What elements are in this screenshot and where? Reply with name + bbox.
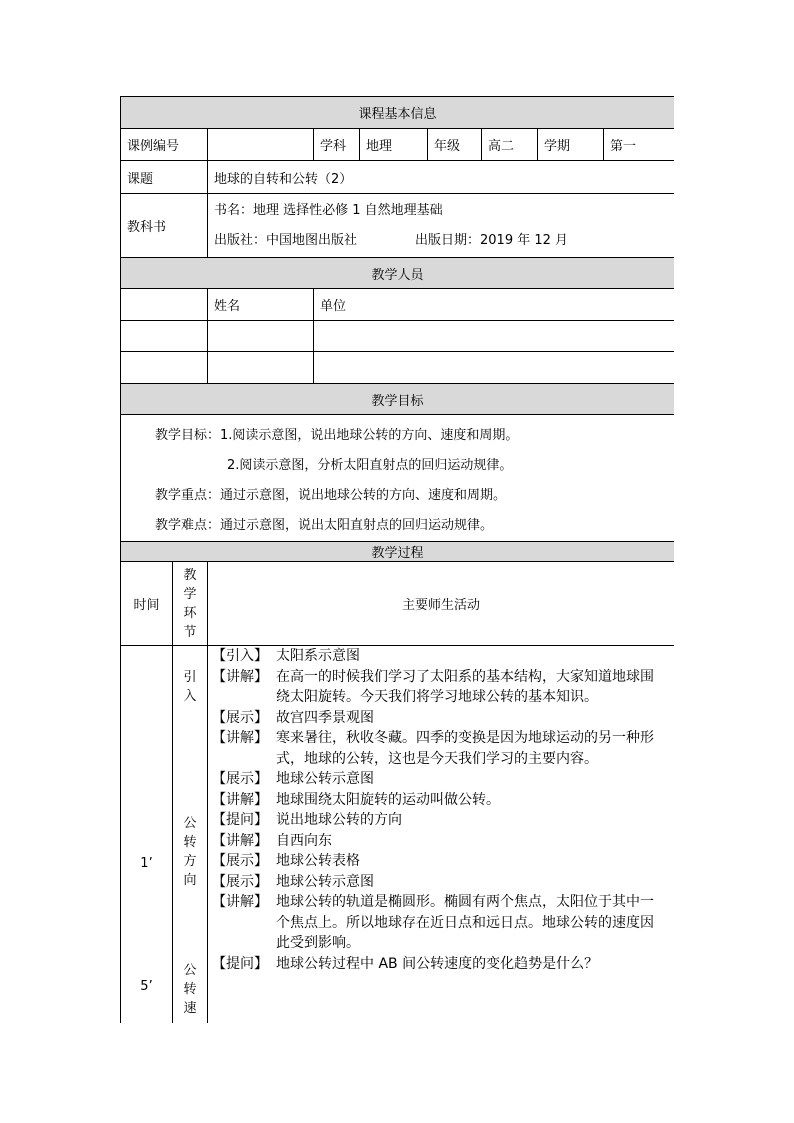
segment-header-char: 环: [183, 605, 197, 621]
activity-item: [208, 790, 674, 811]
activity-tag: 【讲解】: [212, 832, 268, 849]
lesson-plan-sheet: [120, 96, 674, 1023]
activity-item: [208, 831, 674, 852]
activity-tag: 【展示】: [212, 853, 268, 869]
activity-text: 自西向东: [276, 832, 332, 849]
staff-row-2-name: [208, 352, 314, 384]
staff-unit-header: 单位: [314, 289, 675, 321]
staff-row-1-name: [208, 321, 314, 352]
staff-name-header: 姓名: [208, 289, 314, 321]
difficulty: 教学难点：通过示意图，说出太阳直射点的回归运动规律。: [155, 518, 494, 533]
topic-label: 课题: [121, 161, 208, 194]
segment-char: 方: [183, 854, 197, 869]
activity-text: 太阳系示意图: [276, 648, 360, 664]
activity-tag: 【讲解】: [212, 668, 268, 685]
grade-value: 高二: [482, 129, 538, 161]
section-goals-title: 教学目标: [121, 384, 675, 415]
activity-text: 寒来暑往，秋收冬藏。四季的变换是因为地球运动的另一种形式，地球的公转，这也是今天我们学习的主要内容。: [276, 730, 654, 767]
activity-tag: 【讲解】: [212, 894, 268, 910]
segment-header-char: 节: [183, 624, 197, 640]
goals-body: [121, 415, 675, 542]
activity-tag: 【引入】: [212, 648, 268, 664]
segment-column: [173, 646, 208, 1024]
time-1: 1’: [140, 856, 153, 871]
segment-char: 速: [183, 1001, 197, 1016]
case-no-value: [208, 129, 314, 161]
activity-tag: 【展示】: [212, 709, 268, 726]
activity-text: 在高一的时候我们学习了太阳系的基本结构，大家知道地球围绕太阳旋转。今天我们将学习地球公转的基本知识。: [276, 668, 654, 705]
section-basic-title: 课程基本信息: [121, 97, 675, 129]
activity-tag: 【展示】: [212, 771, 268, 787]
activity-item: [208, 954, 674, 975]
term-label: 学期: [538, 129, 604, 161]
activity-item: [208, 646, 674, 667]
activity-item: [208, 892, 674, 954]
goal-1: 教学目标：1.阅读示意图，说出地球公转的方向、速度和周期。: [155, 428, 519, 443]
segment-direction: [173, 814, 207, 890]
activity-header: 主要师生活动: [208, 562, 675, 646]
activity-item: [208, 851, 674, 872]
segment-char: 向: [183, 873, 197, 888]
activity-item: [208, 872, 674, 893]
segment-header-char: 学: [183, 586, 197, 602]
subject-label: 学科: [314, 129, 360, 161]
segment-char: 转: [183, 835, 197, 850]
key-point: 教学重点：通过示意图，说出地球公转的方向、速度和周期。: [155, 488, 507, 503]
section-process-title: 教学过程: [121, 542, 675, 562]
staff-row-2-role: [121, 352, 208, 384]
time-2: 5’: [140, 979, 153, 994]
publisher: 出版社：中国地图出版社: [214, 232, 358, 248]
activity-item: [208, 667, 674, 708]
time-header: 时间: [121, 562, 173, 646]
activity-text: 地球公转的轨道是椭圆形。椭圆有两个焦点，太阳位于其中一个焦点上。所以地球存在近日点和远日点。地球公转的速度因此受到影响。: [276, 894, 654, 951]
publisher-line: [214, 226, 668, 256]
textbook-label: 教科书: [121, 194, 208, 258]
activity-item: [208, 769, 674, 790]
staff-row-2-unit: [314, 352, 675, 384]
topic-value: 地球的自转和公转（2）: [208, 161, 675, 194]
segment-header-char: 教: [183, 567, 197, 583]
activity-text: 地球公转示意图: [276, 771, 374, 787]
time-column: [121, 646, 173, 1024]
staff-row-1-role: [121, 321, 208, 352]
staff-row-1-unit: [314, 321, 675, 352]
grade-label: 年级: [428, 129, 482, 161]
activity-text: 地球公转表格: [276, 853, 360, 869]
activity-tag: 【讲解】: [212, 730, 268, 746]
segment-header: [173, 562, 208, 646]
activity-text: 地球公转示意图: [276, 873, 374, 890]
activity-item: [208, 708, 674, 729]
lesson-plan-table: [120, 96, 674, 1023]
subject-value: 地理: [360, 129, 428, 161]
segment-speed: [173, 961, 207, 1018]
activity-tag: 【展示】: [212, 873, 268, 890]
activity-list: [208, 646, 675, 1024]
segment-char: 入: [183, 689, 197, 704]
activity-item: [208, 810, 674, 831]
activity-item: [208, 728, 674, 769]
segment-char: 公: [183, 816, 197, 831]
segment-char: 公: [183, 963, 197, 978]
publish-date: 出版日期：2019 年 12 月: [415, 232, 569, 248]
segment-char: 引: [183, 670, 197, 685]
activity-text: 说出地球公转的方向: [276, 812, 402, 828]
activity-tag: 【提问】: [212, 812, 268, 828]
book-name: 书名：地理 选择性必修 1 自然地理基础: [214, 202, 443, 218]
case-no-label: 课例编号: [121, 129, 208, 161]
textbook-info: [208, 194, 675, 258]
activity-tag: 【提问】: [212, 955, 268, 972]
activity-text: 故宫四季景观图: [276, 709, 374, 726]
staff-role-header: [121, 289, 208, 321]
term-value: 第一: [604, 129, 675, 161]
activity-text: 地球围绕太阳旋转的运动叫做公转。: [276, 791, 500, 808]
section-staff-title: 教学人员: [121, 258, 675, 289]
goal-2: 2.阅读示意图，分析太阳直射点的回归运动规律。: [227, 458, 513, 473]
activity-text: 地球公转过程中 AB 间公转速度的变化趋势是什么？: [276, 955, 599, 972]
segment-char: 转: [183, 982, 197, 997]
activity-tag: 【讲解】: [212, 791, 268, 808]
segment-intro: [173, 668, 207, 706]
